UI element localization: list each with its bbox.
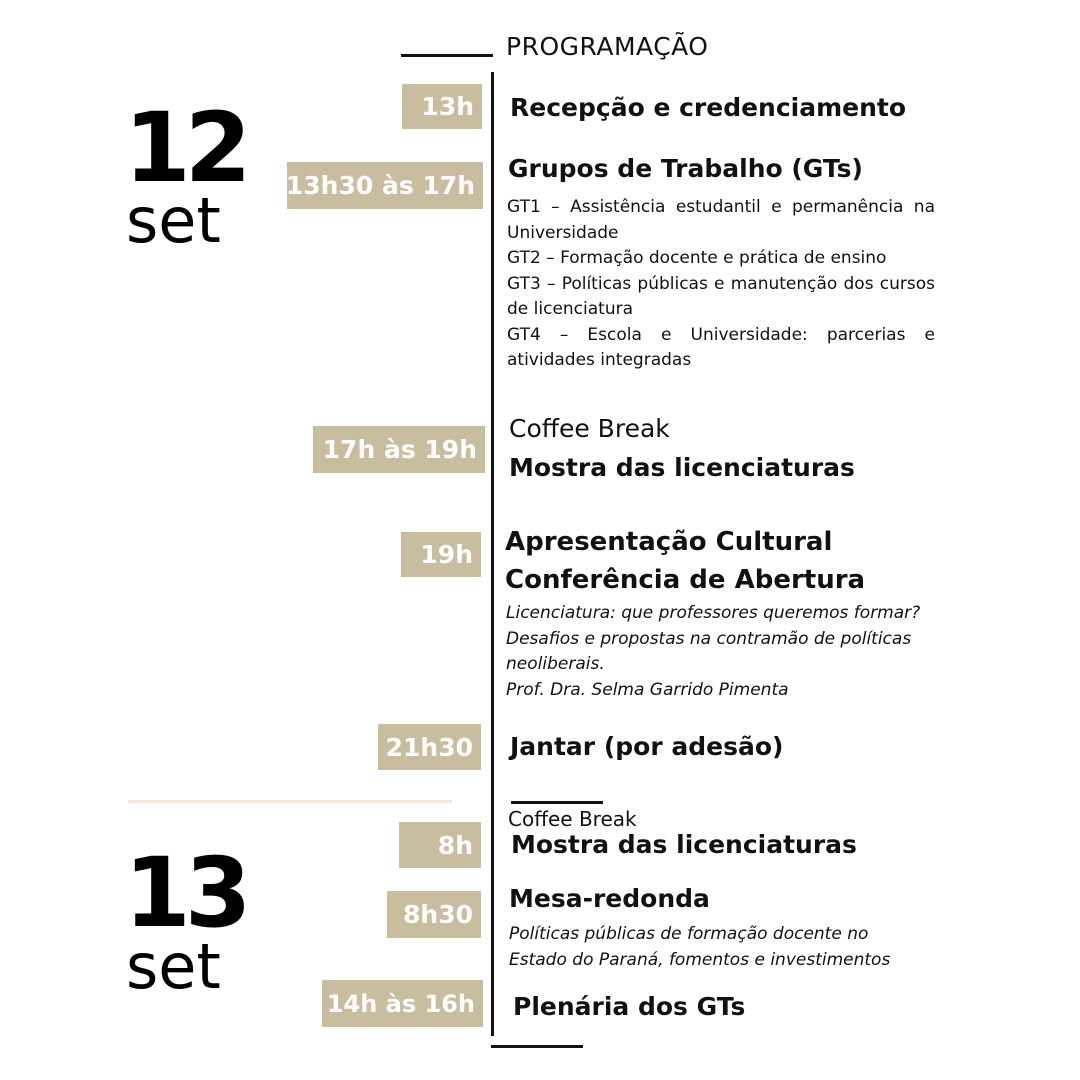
event-title: Plenária dos GTs [513, 992, 746, 1021]
event-title: Conferência de Abertura [505, 565, 866, 595]
gt-item: GT4 – Escola e Universidade: parcerias e atividades integradas [507, 324, 935, 370]
day-month: set [126, 930, 221, 1003]
event-title: Grupos de Trabalho (GTs) [508, 154, 863, 183]
page-title: PROGRAMAÇÃO [506, 32, 709, 61]
header-rule [401, 54, 493, 57]
event-title: Apresentação Cultural [505, 527, 833, 557]
time-badge: 17h às 19h [313, 426, 485, 473]
gt-item: GT1 – Assistência estudantil e permanência na Universidade [507, 197, 935, 243]
event-speaker: Prof. Dra. Selma Garrido Pimenta [506, 680, 789, 700]
gt-list [507, 195, 935, 374]
time-badge: 14h às 16h [322, 980, 483, 1027]
time-badge: 8h30 [387, 891, 481, 938]
day-month: set [126, 184, 221, 257]
event-subtitle: Coffee Break [509, 414, 670, 443]
time-badge: 8h [399, 822, 481, 868]
event-subtitle: Coffee Break [508, 807, 637, 831]
event-title: Jantar (por adesão) [510, 732, 784, 761]
day-number: 13 [124, 837, 246, 949]
day2-rule [511, 801, 603, 804]
event-description: Licenciatura: que professores queremos formar? Desafios e propostas na contramão de políticas neoliberais. [506, 603, 921, 674]
event-description: Políticas públicas de formação docente no Estado do Paraná, fomentos e investimentos [509, 924, 891, 970]
day-number: 12 [124, 92, 246, 204]
event-title: Mostra das licenciaturas [509, 453, 855, 482]
timeline-end-rule [491, 1045, 583, 1048]
time-badge: 21h30 [378, 724, 481, 770]
time-badge: 13h [402, 84, 482, 129]
day-separator [128, 800, 452, 803]
event-title: Mesa-redonda [509, 884, 710, 913]
timeline-line [491, 72, 494, 1036]
gt-item: GT2 – Formação docente e prática de ensino [507, 248, 887, 268]
gt-item: GT3 – Políticas públicas e manutenção dos cursos de licenciatura [507, 273, 935, 319]
time-badge: 13h30 às 17h [287, 162, 483, 209]
event-title: Recepção e credenciamento [510, 93, 907, 122]
time-badge: 19h [401, 532, 481, 577]
event-title: Mostra das licenciaturas [511, 830, 857, 859]
